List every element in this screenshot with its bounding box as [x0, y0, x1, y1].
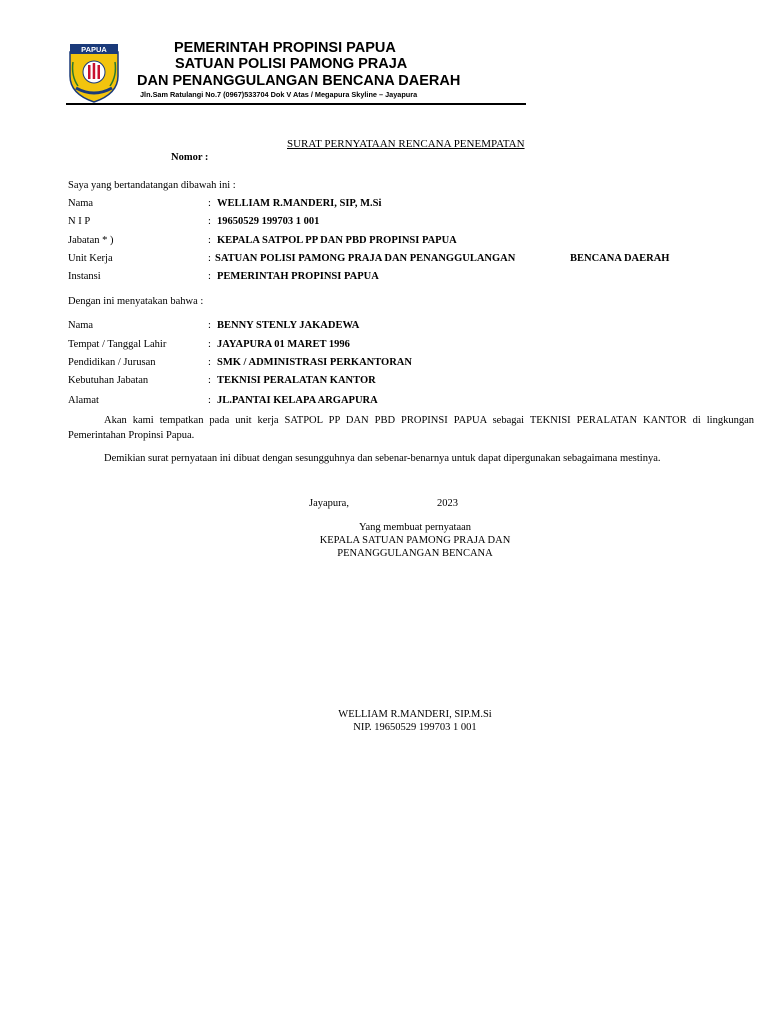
signer-unit-label: Unit Kerja [68, 253, 113, 264]
colon: : [208, 253, 211, 264]
signer-position-value: KEPALA SATPOL PP DAN PBD PROPINSI PAPUA [217, 235, 457, 246]
signer-name-value: WELLIAM R.MANDERI, SIP, M.Si [217, 198, 382, 209]
signatory-nip: NIP. 19650529 199703 1 001 [353, 722, 477, 733]
placement-paragraph: Akan kami tempatkan pada unit kerja SATPOL PP DAN PBD PROPINSI PAPUA sebagai TEKNISI PERALATAN KANTOR di lingkungan Pemerintahan Propinsi Papua. [68, 415, 754, 441]
subject-birth-label: Tempat / Tanggal Lahir [68, 339, 167, 350]
colon: : [208, 271, 211, 282]
signature-caption: Yang membuat pernyataan [358, 522, 472, 533]
year-text: 2023 [437, 498, 458, 509]
document-number-label: Nomor : [171, 152, 209, 163]
header-line-2: SATUAN POLISI PAMONG PRAJA [175, 56, 408, 72]
subject-address-label: Alamat [68, 395, 99, 406]
closing-paragraph: Demikian surat pernyataan ini dibuat dengan sesungguhnya dan sebenar-benarnya untuk dapat dipergunakan sebagaimana mestinya. [104, 453, 661, 464]
signatory-name: WELLIAM R.MANDERI, SIP.M.Si [338, 709, 492, 720]
subject-job-need-value: TEKNISI PERALATAN KANTOR [217, 375, 376, 386]
colon: : [208, 357, 211, 368]
subject-name-value: BENNY STENLY JAKADEWA [217, 320, 360, 331]
signer-position-label: Jabatan * ) [68, 235, 114, 246]
subject-birth-value: JAYAPURA 01 MARET 1996 [217, 339, 350, 350]
subject-job-need-label: Kebutuhan Jabatan [68, 375, 149, 386]
signature-position-line-2: PENANGGULANGAN BENCANA [337, 548, 493, 559]
signature-position-line-1: KEPALA SATUAN PAMONG PRAJA DAN [319, 535, 511, 546]
papua-emblem-logo [66, 42, 122, 104]
subject-education-value: SMK / ADMINISTRASI PERKANTORAN [217, 357, 412, 368]
place-text: Jayapura, [309, 498, 349, 509]
document-title: SURAT PERNYATAAN RENCANA PENEMPATAN [287, 138, 525, 150]
colon: : [208, 216, 211, 227]
header-address: Jln.Sam Ratulangi No.7 (0967)533704 Dok V Atas / Megapura Skyline – Jayapura [140, 90, 418, 99]
colon: : [208, 375, 211, 386]
signer-name-label: Nama [68, 198, 94, 209]
colon: : [208, 339, 211, 350]
colon: : [208, 320, 211, 331]
subject-address-value: JL.PANTAI KELAPA ARGAPURA [217, 395, 378, 406]
header-divider [66, 103, 526, 105]
subject-name-label: Nama [68, 320, 94, 331]
intro-text: Saya yang bertandatangan dibawah ini : [68, 180, 236, 191]
header-line-1: PEMERINTAH PROPINSI PAPUA [174, 40, 396, 56]
subject-education-label: Pendidikan / Jurusan [68, 357, 156, 368]
svg-text:PAPUA: PAPUA [81, 45, 107, 54]
colon: : [208, 198, 211, 209]
header-line-3: DAN PENANGGULANGAN BENCANA DAERAH [137, 73, 461, 89]
signer-unit-value-continued: BENCANA DAERAH [570, 253, 670, 264]
signer-agency-label: Instansi [68, 271, 101, 282]
signer-agency-value: PEMERINTAH PROPINSI PAPUA [217, 271, 379, 282]
colon: : [208, 395, 211, 406]
colon: : [208, 235, 211, 246]
signer-unit-value: SATUAN POLISI PAMONG PRAJA DAN PENANGGULANGAN [215, 253, 516, 264]
signer-nip-value: 19650529 199703 1 001 [217, 216, 320, 227]
statement-intro-text: Dengan ini menyatakan bahwa : [68, 296, 204, 307]
signer-nip-label: N I P [68, 216, 91, 227]
